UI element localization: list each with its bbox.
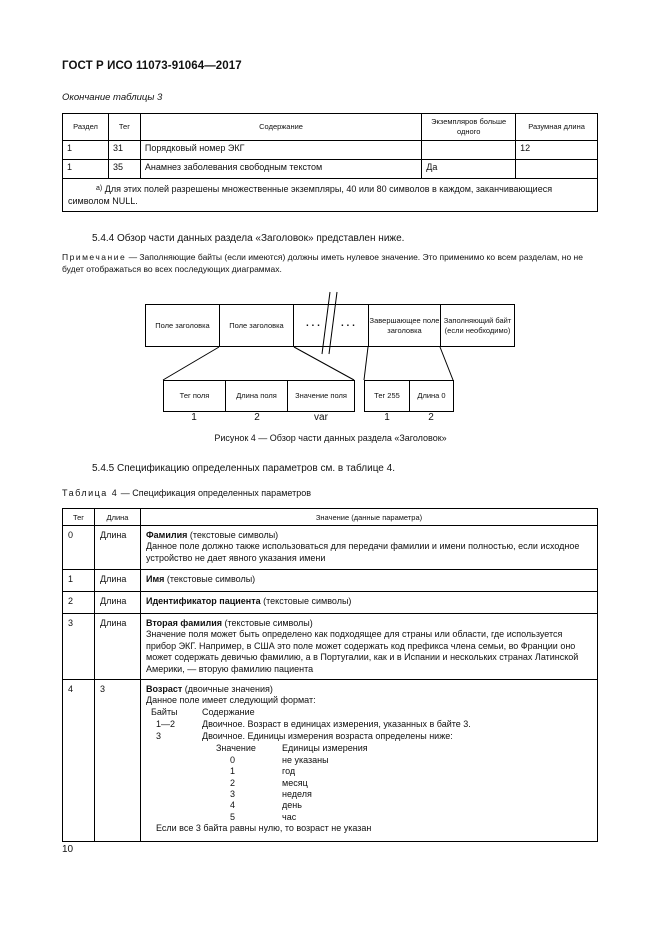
section-5-4-4: 5.4.4 Обзор части данных раздела «Заголовок» представлен ниже. [92, 233, 405, 244]
table-row [63, 526, 598, 570]
table-cell: 31 [108, 141, 140, 160]
table3-header-cell: Разумная длина [516, 114, 598, 141]
param-type: (текстовые символы) [260, 596, 352, 606]
age-unit-code: 0 [230, 754, 236, 765]
param-title: Вторая фамилия [146, 618, 222, 628]
param-type: (текстовые символы) [187, 530, 279, 540]
table-cell-tag: 2 [63, 592, 95, 614]
age-unit-row [146, 800, 592, 811]
param-description: Значение поля может быть определено как подходящее для страны или области, где используется прибор ЭКГ. Например, в США это поле может содержать код префикса члена семьи, во Франции оно может содержать девичью фамилию, а в Португалии, как и в Испании и нескольких странах Латинской Америки, — вторую фамилию пациента [146, 629, 579, 674]
table3-header-cell: Тег [108, 114, 140, 141]
table3-continuation-caption: Окончание таблицы 3 [62, 92, 163, 103]
table-cell-value [141, 680, 598, 842]
table-row [63, 570, 598, 592]
param-description: Данное поле должно также использоваться для передачи фамилии и имени полностью, если исходное устройство не дает явного указания имени [146, 541, 580, 563]
table-cell: Да [422, 160, 516, 179]
age-unit-row [146, 755, 592, 766]
table-cell-tag: 4 [63, 680, 95, 842]
diagram-box-tag-255: Тег 255 [364, 380, 410, 412]
table-cell: 1 [63, 141, 109, 160]
age-format-header [146, 707, 592, 719]
diagram-ellipsis-2: . . . [341, 318, 355, 329]
diagram-box-field-value: Значение поля [287, 380, 355, 412]
table-row [63, 614, 598, 680]
age-unit-code: 1 [230, 766, 236, 777]
table-cell-length: Длина [95, 570, 141, 592]
age-unit-name: час [282, 811, 297, 822]
section-5-4-5: 5.4.5 Спецификацию определенных параметров см. в таблице 4. [92, 463, 395, 474]
age-unit-name: не указаны [282, 754, 329, 765]
table-cell-value [141, 592, 598, 614]
table-cell-length: Длина [95, 614, 141, 680]
table-row [63, 592, 598, 614]
diagram-box-field-length: Длина поля [225, 380, 288, 412]
note-label: Примечание [62, 252, 127, 262]
param-title: Фамилия [146, 530, 188, 540]
age-unit-row [146, 789, 592, 800]
param-title: Возраст [146, 684, 183, 694]
diagram-ellipsis-1: . . . [306, 318, 320, 329]
age-format-row [146, 731, 592, 743]
table-cell: Порядковый номер ЭКГ [140, 141, 421, 160]
table4 [62, 508, 598, 842]
param-type: (текстовые символы) [222, 618, 313, 628]
note-text: — Заполняющие байты (если имеются) должны иметь нулевое значение. Это применимо ко всем разделам, но не будет отображаться во всех последующих диаграммах. [62, 252, 583, 274]
age-units-col-value: Значение [216, 742, 256, 753]
table-cell-length: Длина [95, 592, 141, 614]
age-col-bytes: Байты [151, 706, 178, 717]
age-content-value: Двоичное. Единицы измерения возраста определены ниже: [202, 730, 453, 741]
age-unit-code: 3 [230, 788, 236, 799]
page-number: 10 [62, 844, 74, 855]
diagram-byte-count: 1 [191, 412, 197, 423]
age-content-value: Двоичное. Возраст в единицах измерения, указанных в байте 3. [202, 718, 471, 729]
table3-header-cell: Содержание [140, 114, 421, 141]
age-unit-name: месяц [282, 777, 308, 788]
diagram-box-padding-byte: Заполняющий байт (если необходимо) [440, 304, 515, 347]
diagram-byte-count: 2 [428, 412, 434, 423]
diagram-box-length-0: Длина 0 [409, 380, 454, 412]
table-cell-length: 3 [95, 680, 141, 842]
age-final-note: Если все 3 байта равны нулю, то возраст не указан [156, 823, 372, 834]
table3-header-cell: Экземпляров больше одного [422, 114, 516, 141]
param-description: Данное поле имеет следующий формат: [146, 695, 316, 706]
table4-caption [62, 488, 311, 498]
table-cell: Анамнез заболевания свободным текстом [140, 160, 421, 179]
table-cell-length: Длина [95, 526, 141, 570]
age-units-col-unit: Единицы измерения [282, 742, 368, 753]
age-unit-name: день [282, 800, 302, 811]
param-title: Имя [146, 574, 165, 584]
table-cell-value [141, 570, 598, 592]
diagram-box-header-field-2: Поле заголовка [219, 304, 294, 347]
param-type: (двоичные значения) [182, 684, 273, 694]
age-units-list [146, 755, 592, 823]
age-bytes-value: 1—2 [156, 718, 176, 729]
table-cell-value [141, 614, 598, 680]
param-title: Идентификатор пациента [146, 596, 261, 606]
figure-4-caption: Рисунок 4 — Обзор части данных раздела «Заголовок» [214, 433, 447, 443]
diagram-connector-lines [0, 0, 661, 420]
age-col-content: Содержание [202, 706, 255, 717]
table-cell: 12 [516, 141, 598, 160]
table-cell-value [141, 526, 598, 570]
table4-caption-text: — Спецификация определенных параметров [118, 488, 312, 498]
age-units-header [146, 743, 592, 755]
footnote-text: Для этих полей разрешены множественные экземпляры, 40 или 80 символов в каждом, заканчивающиеся символом NULL. [68, 184, 553, 206]
table-cell-tag: 3 [63, 614, 95, 680]
diagram-box-field-tag: Тег поля [163, 380, 226, 412]
table4-header-row [63, 509, 598, 526]
age-unit-name: год [282, 766, 296, 777]
age-unit-code: 2 [230, 777, 236, 788]
document-header: ГОСТ Р ИСО 11073-91064—2017 [62, 60, 242, 72]
table-cell-tag: 0 [63, 526, 95, 570]
diagram-byte-count: var [314, 412, 328, 423]
age-bytes-value: 3 [156, 730, 162, 741]
table-cell-tag: 1 [63, 570, 95, 592]
diagram-byte-count: 1 [384, 412, 390, 423]
age-format-row [146, 719, 592, 731]
table4-caption-label: Таблица 4 [62, 488, 119, 498]
age-unit-row [146, 812, 592, 823]
table4-header-cell: Тег [63, 509, 95, 526]
table4-header-cell: Длина [95, 509, 141, 526]
age-unit-code: 5 [230, 811, 236, 822]
param-type: (текстовые символы) [164, 574, 256, 584]
age-unit-row [146, 778, 592, 789]
age-unit-row [146, 766, 592, 777]
table-row [63, 680, 598, 842]
table-cell: 1 [63, 160, 109, 179]
age-unit-name: неделя [282, 788, 312, 799]
table4-header-cell: Значение (данные параметра) [141, 509, 598, 526]
diagram-byte-count: 2 [254, 412, 260, 423]
table3-header-cell: Раздел [63, 114, 109, 141]
age-unit-code: 4 [230, 800, 236, 811]
footnote-mark: a) [96, 185, 103, 192]
diagram-box-header-field-1: Поле заголовка [145, 304, 220, 347]
table-cell: 35 [108, 160, 140, 179]
diagram-box-final-header-field: Завершающее поле заголовка [368, 304, 441, 347]
